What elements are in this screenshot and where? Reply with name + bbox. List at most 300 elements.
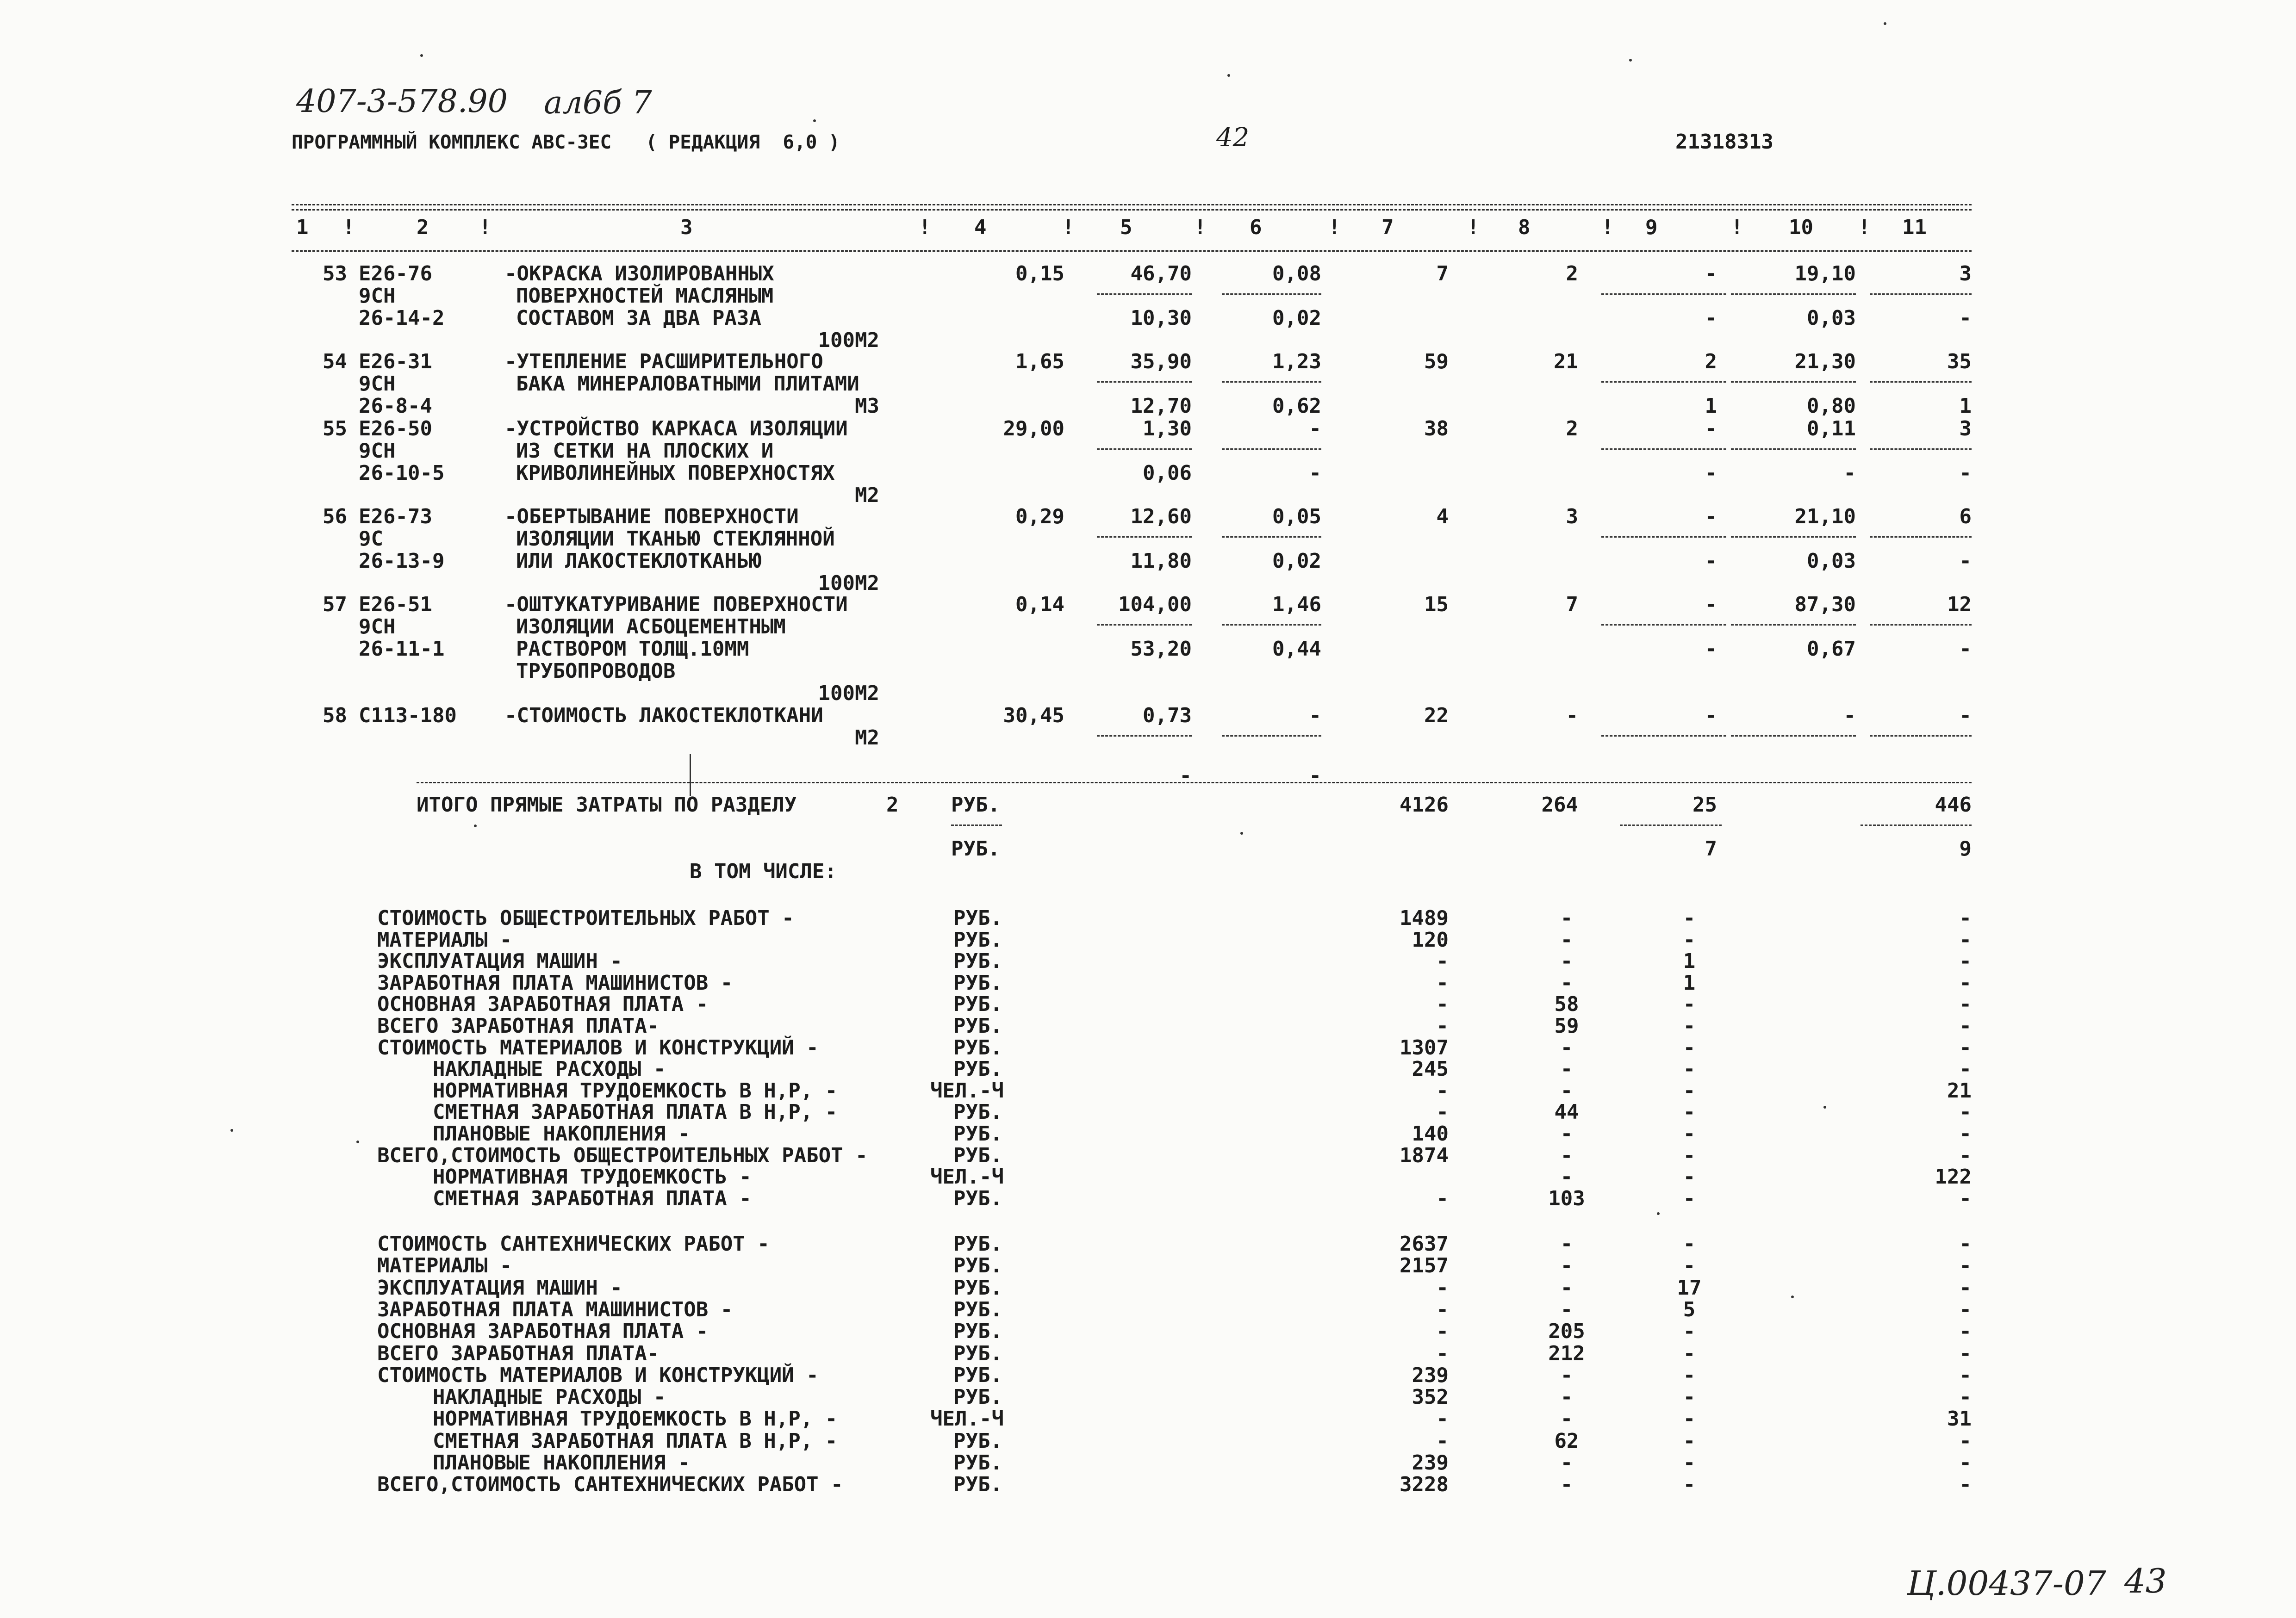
column-separator: ! [1731, 216, 1743, 239]
column-header-6: 6 [1250, 216, 1262, 239]
total-col11-2: 9 [1959, 837, 1972, 861]
scan-speck [1657, 1212, 1660, 1215]
column-separator: ! [1601, 216, 1614, 239]
summary-col9: - [1683, 1451, 1696, 1475]
header-rule-top [292, 204, 1972, 205]
item-col6-sub: - [1309, 764, 1321, 787]
handwritten-bottom-page: 43 [2124, 1562, 2167, 1600]
item-description: ИЗ СЕТКИ НА ПЛОСКИХ И [516, 439, 774, 463]
item-col9: - [1705, 505, 1717, 528]
summary-col7: - [1436, 971, 1449, 995]
item-col11-sub: - [1959, 637, 1972, 661]
summary-unit: РУБ. [953, 1341, 1002, 1365]
summary-unit: РУБ. [953, 1014, 1002, 1038]
item-col8: 21 [1554, 350, 1578, 373]
scan-speck [356, 1141, 359, 1143]
scan-speck [813, 119, 816, 122]
summary-col8: - [1560, 928, 1573, 952]
summary-col7: - [1436, 949, 1449, 973]
item-total-cost: 7 [1436, 262, 1449, 285]
summary-unit: РУБ. [953, 1320, 1002, 1344]
summary-unit: РУБ. [953, 1035, 1002, 1060]
item-unit-cost: 12,60 [1130, 505, 1192, 528]
summary-col11: - [1959, 992, 1972, 1017]
summary-label: СМЕТНАЯ ЗАРАБОТНАЯ ПЛАТА - [433, 1186, 752, 1210]
item-subrule [1870, 448, 1972, 450]
summary-col11: - [1959, 1473, 1972, 1497]
item-description: -ОБЕРТЫВАНИЕ ПОВЕРХНОСТИ [504, 505, 799, 528]
item-number: 57 [323, 593, 347, 616]
summary-col11: - [1959, 1232, 1972, 1256]
summary-col7: 352 [1412, 1385, 1449, 1409]
scan-speck [230, 1129, 233, 1132]
summary-col9: - [1683, 1254, 1696, 1278]
summary-col8: - [1560, 1143, 1573, 1167]
summary-label: ЗАРАБОТНАЯ ПЛАТА МАШИНИСТОВ - [377, 971, 733, 995]
summary-unit: РУБ. [953, 906, 1002, 930]
summary-col11: - [1959, 1100, 1972, 1124]
item-col8: - [1566, 704, 1578, 727]
summary-col11: - [1959, 906, 1972, 930]
item-total-cost: 4 [1436, 505, 1449, 528]
summary-unit: РУБ. [953, 992, 1002, 1017]
summary-label: СТОИМОСТЬ САНТЕХНИЧЕСКИХ РАБОТ - [377, 1232, 770, 1256]
item-description: -УТЕПЛЕНИЕ РАСШИРИТЕЛЬНОГО [504, 350, 823, 373]
summary-col8: - [1560, 1407, 1573, 1431]
summary-col8: - [1560, 1057, 1573, 1081]
summary-col7: - [1436, 1341, 1449, 1365]
item-subrule [1097, 381, 1192, 383]
summary-col7: - [1436, 1014, 1449, 1038]
summary-unit: РУБ. [953, 971, 1002, 995]
item-code: Е26-50 [359, 417, 432, 440]
scan-speck [1629, 59, 1632, 62]
summary-col11: - [1959, 1014, 1972, 1038]
summary-col9: - [1683, 1186, 1696, 1210]
total-col9: 25 [1692, 793, 1717, 817]
item-total-cost: 59 [1424, 350, 1449, 373]
summary-col9: - [1683, 1143, 1696, 1167]
item-description: ИЗОЛЯЦИИ ТКАНЬЮ СТЕКЛЯННОЙ [516, 527, 835, 551]
item-code: 26-10-5 [359, 461, 445, 485]
scan-speck [1227, 74, 1230, 77]
summary-col11: - [1959, 1385, 1972, 1409]
item-code: 9СН [359, 615, 396, 639]
summary-unit: РУБ. [953, 1276, 1002, 1300]
summary-col7: - [1436, 1407, 1449, 1431]
summary-col7: - [1436, 1276, 1449, 1300]
item-col6: 0,08 [1272, 262, 1321, 285]
summary-label: СТОИМОСТЬ МАТЕРИАЛОВ И КОНСТРУКЦИЙ - [377, 1363, 819, 1387]
item-col9-sub: - [1705, 306, 1717, 330]
item-unit: М3 [855, 394, 879, 418]
item-subrule [1097, 735, 1192, 737]
item-subrule [1222, 624, 1321, 626]
item-unit-cost: 46,70 [1130, 262, 1192, 285]
item-code: 26-14-2 [359, 306, 445, 330]
item-col9-sub: - [1705, 461, 1717, 485]
summary-col11: - [1959, 1320, 1972, 1344]
item-col10: 21,30 [1794, 350, 1856, 373]
summary-col8: 103 [1548, 1186, 1585, 1210]
total-section: 2 [886, 793, 899, 817]
summary-col8: - [1560, 1363, 1573, 1387]
summary-col9: - [1683, 1473, 1696, 1497]
summary-label: ВСЕГО,СТОИМОСТЬ САНТЕХНИЧЕСКИХ РАБОТ - [377, 1473, 843, 1497]
item-col10-sub: 0,03 [1807, 549, 1856, 573]
summary-col11: - [1959, 1057, 1972, 1081]
total-col11-rule [1860, 824, 1972, 826]
summary-col11: - [1959, 1276, 1972, 1300]
summary-col8: - [1560, 1035, 1573, 1060]
item-col9: 2 [1705, 350, 1717, 373]
summary-col11: - [1959, 1297, 1972, 1321]
summary-col8: - [1560, 971, 1573, 995]
summary-col7: - [1436, 1429, 1449, 1453]
item-subrule [1870, 624, 1972, 626]
item-subrule [1601, 293, 1726, 295]
summary-col9: - [1683, 1057, 1696, 1081]
summary-col9: 5 [1683, 1297, 1696, 1321]
item-description: ИЛИ ЛАКОСТЕКЛОТКАНЬЮ [516, 549, 761, 573]
item-unit-cost-sub: 53,20 [1130, 637, 1192, 661]
scan-speck [1240, 832, 1243, 835]
item-code: 9СН [359, 284, 396, 308]
summary-col8: - [1560, 1232, 1573, 1256]
column-header-3: 3 [680, 216, 693, 239]
column-separator: ! [342, 216, 355, 239]
summary-col11: - [1959, 1186, 1972, 1210]
summary-unit: РУБ. [953, 1232, 1002, 1256]
summary-col11: 31 [1947, 1407, 1972, 1431]
summary-unit: ЧЕЛ.-Ч [930, 1079, 1004, 1103]
item-col6: 0,05 [1272, 505, 1321, 528]
item-subrule [1731, 293, 1856, 295]
item-col8: 3 [1566, 505, 1578, 528]
total-label: ИТОГО ПРЯМЫЕ ЗАТРАТЫ ПО РАЗДЕЛУ [417, 793, 797, 817]
summary-col7: - [1436, 1320, 1449, 1344]
summary-col11: - [1959, 1035, 1972, 1060]
summary-unit: РУБ. [953, 1363, 1002, 1387]
column-separator: ! [919, 216, 931, 239]
item-unit: 100М2 [818, 571, 879, 595]
summary-unit: РУБ. [953, 1451, 1002, 1475]
item-subrule [1731, 624, 1856, 626]
summary-label: НАКЛАДНЫЕ РАСХОДЫ - [433, 1385, 666, 1409]
item-subrule [1222, 293, 1321, 295]
summary-col9: - [1683, 1429, 1696, 1453]
item-code: 9С [359, 527, 383, 551]
summary-col8: 44 [1554, 1100, 1579, 1124]
item-col6: 1,23 [1272, 350, 1321, 373]
scan-speck [1884, 22, 1886, 25]
total-rule [417, 782, 1972, 783]
summary-label: НОРМАТИВНАЯ ТРУДОЕМКОСТЬ В Н,Р, - [433, 1407, 838, 1431]
item-code: С113-180 [359, 704, 457, 727]
item-description: СОСТАВОМ ЗА ДВА РАЗА [516, 306, 761, 330]
item-subrule [1601, 735, 1726, 737]
item-description: -УСТРОЙСТВО КАРКАСА ИЗОЛЯЦИИ [504, 417, 848, 440]
summary-label: СМЕТНАЯ ЗАРАБОТНАЯ ПЛАТА В Н,Р, - [433, 1429, 838, 1453]
item-col6-sub: 0,02 [1272, 549, 1321, 573]
item-code: 9СН [359, 372, 396, 396]
summary-col9: - [1683, 1407, 1696, 1431]
summary-col7: - [1436, 1100, 1449, 1124]
column-separator: ! [1467, 216, 1480, 239]
item-description: РАСТВОРОМ ТОЛЩ.10ММ [516, 637, 749, 661]
summary-col8: - [1560, 1254, 1573, 1278]
total-unit-2: РУБ. [951, 837, 1000, 861]
item-col10-sub: 0,03 [1807, 306, 1856, 330]
summary-label: ЭКСПЛУАТАЦИЯ МАШИН - [377, 949, 622, 973]
item-code: 9СН [359, 439, 396, 463]
summary-col11: - [1959, 971, 1972, 995]
summary-label: МАТЕРИАЛЫ - [377, 1254, 512, 1278]
handwritten-album: ал6б 7 [544, 85, 652, 121]
item-description: ТРУБОПРОВОДОВ [516, 659, 676, 683]
item-subrule [1601, 381, 1726, 383]
item-subrule [1601, 624, 1726, 626]
item-col10: 21,10 [1794, 505, 1856, 528]
item-subrule [1731, 448, 1856, 450]
item-description: ИЗОЛЯЦИИ АСБОЦЕМЕНТНЫМ [516, 615, 786, 639]
item-col10-sub: - [1843, 461, 1856, 485]
item-number: 55 [323, 417, 347, 440]
column-separator: ! [1328, 216, 1341, 239]
item-subrule [1731, 536, 1856, 538]
item-unit-cost-sub: 11,80 [1130, 549, 1192, 573]
scan-mark-line [690, 754, 691, 796]
item-number: 56 [323, 505, 347, 528]
summary-col11: - [1959, 928, 1972, 952]
item-unit-cost: 104,00 [1118, 593, 1192, 616]
column-header-8: 8 [1518, 216, 1531, 239]
item-unit: М2 [855, 484, 879, 507]
item-quantity: 0,29 [1015, 505, 1064, 528]
summary-unit: РУБ. [953, 1143, 1002, 1167]
summary-label: СТОИМОСТЬ ОБЩЕСТРОИТЕЛЬНЫХ РАБОТ - [377, 906, 794, 930]
summary-col7: - [1436, 1186, 1449, 1210]
including-label: В ТОМ ЧИСЛЕ: [690, 860, 837, 883]
summary-col7: 140 [1412, 1122, 1449, 1146]
summary-col9: 1 [1683, 971, 1696, 995]
item-col11-sub: - [1959, 306, 1972, 330]
summary-label: ОСНОВНАЯ ЗАРАБОТНАЯ ПЛАТА - [377, 1320, 709, 1344]
item-unit-cost: 1,30 [1143, 417, 1192, 440]
summary-col11: - [1959, 1143, 1972, 1167]
item-col11: 3 [1959, 417, 1972, 440]
column-header-5: 5 [1120, 216, 1132, 239]
summary-col7: 2157 [1400, 1254, 1449, 1278]
summary-col8: 205 [1548, 1320, 1585, 1344]
summary-unit: РУБ. [953, 1122, 1002, 1146]
item-subrule [1097, 536, 1192, 538]
summary-col8: - [1560, 1473, 1573, 1497]
column-header-4: 4 [974, 216, 987, 239]
column-separator: ! [1062, 216, 1075, 239]
summary-col11: - [1959, 1254, 1972, 1278]
summary-unit: ЧЕЛ.-Ч [930, 1165, 1004, 1189]
summary-col7: 2637 [1400, 1232, 1449, 1256]
summary-col8: - [1560, 949, 1573, 973]
summary-label: ЗАРАБОТНАЯ ПЛАТА МАШИНИСТОВ - [377, 1297, 733, 1321]
item-col9-sub: - [1705, 549, 1717, 573]
summary-col9: - [1683, 992, 1696, 1017]
header-rule-top-2 [292, 209, 1972, 211]
item-subrule [1870, 293, 1972, 295]
summary-col8: 62 [1554, 1429, 1579, 1453]
summary-col11: - [1959, 949, 1972, 973]
summary-label: НОРМАТИВНАЯ ТРУДОЕМКОСТЬ - [433, 1165, 752, 1189]
summary-col7: 239 [1412, 1451, 1449, 1475]
item-description: -СТОИМОСТЬ ЛАКОСТЕКЛОТКАНИ [504, 704, 823, 727]
summary-label: ПЛАНОВЫЕ НАКОПЛЕНИЯ - [433, 1122, 691, 1146]
summary-label: ВСЕГО ЗАРАБОТНАЯ ПЛАТА- [377, 1014, 660, 1038]
item-description: БАКА МИНЕРАЛОВАТНЫМИ ПЛИТАМИ [516, 372, 859, 396]
scan-speck [474, 824, 477, 827]
total-col9-rule [1620, 824, 1722, 826]
summary-col9: - [1683, 1165, 1696, 1189]
item-col9-sub: - [1705, 637, 1717, 661]
item-subrule [1731, 381, 1856, 383]
summary-col9: - [1683, 1035, 1696, 1060]
summary-col7: 1489 [1400, 906, 1449, 930]
item-subrule [1601, 536, 1726, 538]
item-col11: 12 [1947, 593, 1972, 616]
total-col11: 446 [1935, 793, 1972, 817]
item-number: 58 [323, 704, 347, 727]
summary-col9: 17 [1677, 1276, 1702, 1300]
summary-col7: - [1436, 992, 1449, 1017]
column-header-2: 2 [417, 216, 429, 239]
item-number: 53 [323, 262, 347, 285]
item-col6: 1,46 [1272, 593, 1321, 616]
scan-speck [420, 54, 423, 57]
item-col10-sub: 0,67 [1807, 637, 1856, 661]
item-col11: 35 [1947, 350, 1972, 373]
item-code: 26-8-4 [359, 394, 432, 418]
column-separator: ! [1858, 216, 1871, 239]
item-code: Е26-73 [359, 505, 432, 528]
summary-unit: РУБ. [953, 1100, 1002, 1124]
summary-col9: - [1683, 1079, 1696, 1103]
header-rule-bottom [292, 250, 1972, 252]
item-col11: 3 [1959, 262, 1972, 285]
item-col10-sub: 0,80 [1807, 394, 1856, 418]
item-col10: 19,10 [1794, 262, 1856, 285]
summary-label: МАТЕРИАЛЫ - [377, 928, 512, 952]
item-total-cost: 15 [1424, 593, 1449, 616]
summary-col8: 59 [1554, 1014, 1579, 1038]
scan-speck [1791, 1296, 1794, 1298]
total-col7: 4126 [1400, 793, 1449, 817]
item-quantity: 29,00 [1003, 417, 1064, 440]
summary-col7: 1307 [1400, 1035, 1449, 1060]
item-col10: 0,11 [1807, 417, 1856, 440]
item-col9-sub: 1 [1705, 394, 1717, 418]
item-col11-sub: - [1959, 461, 1972, 485]
item-subrule [1870, 381, 1972, 383]
summary-unit: РУБ. [953, 1297, 1002, 1321]
item-col11: 6 [1959, 505, 1972, 528]
item-unit-cost-sub: 12,70 [1130, 394, 1192, 418]
summary-col9: - [1683, 1341, 1696, 1365]
summary-col11: - [1959, 1451, 1972, 1475]
item-col9: - [1705, 704, 1717, 727]
item-subrule [1731, 735, 1856, 737]
summary-col8: - [1560, 1079, 1573, 1103]
column-header-11: 11 [1902, 216, 1927, 239]
item-total-cost: 22 [1424, 704, 1449, 727]
item-unit: 100М2 [818, 329, 879, 352]
column-header-10: 10 [1789, 216, 1813, 239]
item-number: 54 [323, 350, 347, 373]
summary-col9: - [1683, 1014, 1696, 1038]
item-unit-cost-sub: 10,30 [1130, 306, 1192, 330]
summary-col7: 3228 [1400, 1473, 1449, 1497]
summary-label: НАКЛАДНЫЕ РАСХОДЫ - [433, 1057, 666, 1081]
summary-col11: 122 [1935, 1165, 1972, 1189]
column-separator: ! [1194, 216, 1207, 239]
column-header-1: 1 [296, 216, 309, 239]
item-code: 26-11-1 [359, 637, 445, 661]
item-col9: - [1705, 417, 1717, 440]
scan-speck [1823, 1106, 1826, 1109]
summary-col7: 1874 [1400, 1143, 1449, 1167]
summary-col9: - [1683, 1122, 1696, 1146]
summary-col9: - [1683, 928, 1696, 952]
summary-col9: 1 [1683, 949, 1696, 973]
column-header-7: 7 [1381, 216, 1394, 239]
summary-unit: РУБ. [953, 1186, 1002, 1210]
summary-unit: РУБ. [953, 1385, 1002, 1409]
item-code: Е26-31 [359, 350, 432, 373]
summary-unit: ЧЕЛ.-Ч [930, 1407, 1004, 1431]
item-subrule [1222, 735, 1321, 737]
item-description: -ОШТУКАТУРИВАНИЕ ПОВЕРХНОСТИ [504, 593, 848, 616]
summary-unit: РУБ. [953, 1473, 1002, 1497]
item-subrule [1222, 448, 1321, 450]
summary-label: ВСЕГО ЗАРАБОТНАЯ ПЛАТА- [377, 1341, 660, 1365]
summary-label: ВСЕГО,СТОИМОСТЬ ОБЩЕСТРОИТЕЛЬНЫХ РАБОТ - [377, 1143, 868, 1167]
item-col8: 2 [1566, 417, 1578, 440]
summary-col8: - [1560, 1165, 1573, 1189]
item-col6: - [1309, 704, 1321, 727]
item-subrule [1870, 735, 1972, 737]
item-subrule [1870, 536, 1972, 538]
item-col11-sub: - [1959, 549, 1972, 573]
summary-col9: - [1683, 1385, 1696, 1409]
item-unit-cost-sub: - [1179, 764, 1192, 787]
column-separator: ! [479, 216, 492, 239]
summary-col11: - [1959, 1122, 1972, 1146]
column-header-9: 9 [1645, 216, 1658, 239]
summary-unit: РУБ. [953, 949, 1002, 973]
item-unit: 100М2 [818, 682, 879, 705]
summary-col7: 120 [1412, 928, 1449, 952]
summary-col8: - [1560, 1276, 1573, 1300]
item-col9: - [1705, 593, 1717, 616]
summary-col8: - [1560, 1385, 1573, 1409]
summary-col8: - [1560, 906, 1573, 930]
item-quantity: 0,14 [1015, 593, 1064, 616]
item-quantity: 30,45 [1003, 704, 1064, 727]
total-unit: РУБ. [951, 793, 1000, 817]
item-quantity: 1,65 [1015, 350, 1064, 373]
summary-label: НОРМАТИВНАЯ ТРУДОЕМКОСТЬ В Н,Р, - [433, 1079, 838, 1103]
item-col11-sub: 1 [1959, 394, 1972, 418]
summary-unit: РУБ. [953, 1057, 1002, 1081]
